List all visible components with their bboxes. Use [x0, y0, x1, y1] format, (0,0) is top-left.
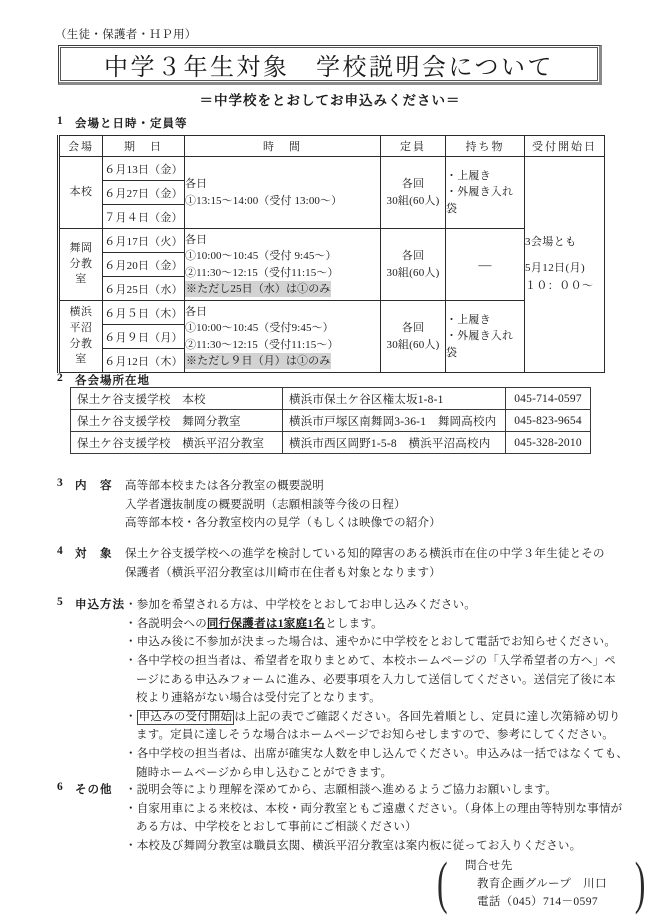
capacity-line: 30組(60人) [386, 338, 440, 351]
table-row [59, 301, 605, 325]
time-cell-hiranuma [185, 301, 381, 373]
time-cell-maioka [185, 229, 381, 301]
application-bullet-5-line-2: ます。定員に達しそうな場合はホームページでお知らせしますので、参考にしてください。 [136, 729, 614, 742]
address-table [70, 387, 591, 454]
target-line: 保護者（横浜平沼分教室は川崎市在住者も対象となります） [125, 566, 441, 579]
content-line: 高等部本校・各分教室校内の見学（もしくは映像での紹介） [125, 517, 441, 530]
target-line: 保土ケ谷支援学校への進学を検討している知的障害のある横浜市在住の中学３年生徒とその [125, 548, 605, 560]
bullet-2-emphasis: 同行保護者は1家庭1名 [206, 617, 326, 630]
section-1-title: 会場と日時・定員等 [75, 118, 188, 130]
table-row [59, 157, 605, 181]
title-box [58, 45, 602, 85]
section-4-title: 対 象 [75, 548, 113, 560]
section-6-title: その他 [75, 784, 113, 796]
application-bullet-4-line-2: ージにある申込みフォームに進み、必要事項を入力して送信してください。送信完了後に本 [136, 673, 616, 686]
contact-group: 教育企画グループ 川口 [477, 877, 607, 890]
contact-lines [465, 858, 607, 911]
time-note-highlight: ※ただし９日（月）は①のみ [185, 353, 331, 369]
section-3-title: 内 容 [75, 480, 113, 492]
date-cell: ６月27日（金） [103, 181, 185, 205]
section-5-title: 申込方法 [75, 599, 125, 611]
brace-right-icon: ) [634, 850, 645, 915]
page-subtitle: ＝中学校をとおしてお申込みください＝ [199, 93, 461, 108]
time-line: 各日 [185, 305, 208, 318]
col-header-reception: 受付開始日 [525, 136, 605, 157]
venue-line: 室 [75, 353, 87, 366]
capacity-line: 各回 [401, 322, 425, 334]
date-cell: ６月５日（木） [103, 301, 185, 325]
bring-line: ・外履き入れ袋 [446, 186, 514, 215]
section-6-number: 6 [57, 781, 63, 793]
section-1-number: 1 [57, 115, 63, 127]
other-bullet-2-line-2: ある方は、中学校をとおして事前にご相談ください） [136, 821, 417, 834]
time-note [185, 353, 380, 369]
venue-line: 平沼 [69, 321, 93, 334]
application-bullet-4-line-3: 校より連絡がない場合は受付完了となります。 [136, 692, 381, 705]
brace-left-icon: ( [437, 850, 448, 915]
address-location: 横浜市戸塚区南舞岡3-36-1 舞岡高校内 [283, 410, 506, 432]
other-bullet-2-line-1: ・自家用車による来校は、本校・両分教室ともご遠慮ください。（身体上の理由等特別な事情が [125, 802, 623, 815]
section-5-number: 5 [57, 596, 63, 608]
table-row [71, 388, 591, 410]
date-cell: ６月25日（水） [103, 277, 185, 301]
schedule-table-header-row [59, 136, 605, 157]
time-line: ①10:00～10:45（受付9:45～） [185, 322, 334, 335]
capacity-line: 各回 [401, 178, 425, 190]
bullet-2-pre: ・各説明会への [125, 617, 207, 630]
contact-phone: 電話（045）714－0597 [477, 895, 598, 908]
col-header-capacity: 定員 [381, 136, 446, 157]
application-bullet-6-line-2: 随時ホームページから申し込むことができます。 [136, 766, 393, 779]
bring-line: ・上履き [446, 313, 491, 326]
application-bullet-1: ・参加を希望される方は、中学校をとおしてお申し込みください。 [125, 599, 476, 611]
bullet-5-pre: ・ [125, 710, 137, 723]
contact-label: 問合せ先 [465, 860, 513, 872]
time-line: ①10:00～10:45（受付 9:45～） [185, 250, 337, 263]
section-3-number: 3 [57, 477, 63, 489]
col-header-time: 時 間 [185, 136, 381, 157]
bring-line: ・上履き [446, 169, 491, 182]
time-line: 各日 [185, 178, 208, 191]
col-header-venue: 会場 [59, 136, 103, 157]
reception-line-1: 3会場とも [525, 236, 577, 249]
capacity-cell-maioka [381, 229, 446, 301]
address-tel: 045-328-2010 [506, 432, 591, 454]
date-cell: ７月４日（金） [103, 205, 185, 229]
content-line: 入学者選抜制度の概要説明（志願相談等今後の日程） [125, 498, 406, 511]
other-bullet-3: ・本校及び舞岡分教室は職員玄関、横浜平沼分教室は案内板に従ってお入りください。 [125, 839, 582, 852]
capacity-line: 各回 [401, 250, 425, 262]
time-note-highlight: ※ただし25日（水）は①のみ [185, 281, 331, 297]
other-bullet-1: ・説明会等により理解を深めてから、志願相談へ進めるようご協力お願いします。 [125, 784, 557, 796]
audience-note: （生徒・保護者・ＨＰ用） [55, 29, 197, 41]
section-6-body [125, 781, 633, 856]
date-cell: ６月13日（金） [103, 157, 185, 181]
time-note [185, 281, 380, 297]
time-line: ①13:15～14:00（受付 13:00～） [185, 194, 343, 207]
schedule-table [57, 135, 605, 373]
content-line: 高等部本校または各分教室の概要説明 [125, 480, 324, 492]
capacity-cell-hiranuma [381, 301, 446, 373]
bring-line: ・外履き入れ袋 [446, 330, 514, 359]
page-title: 中学３年生対象 学校説明会について [103, 53, 555, 81]
table-row [71, 410, 591, 432]
col-header-date: 期 日 [103, 136, 185, 157]
reception-spacer [525, 251, 604, 260]
bullet-2-post: とします。 [325, 617, 383, 630]
venue-line: 舞岡 [69, 241, 93, 254]
time-line: ②11:30～12:15（受付11:15～） [185, 338, 339, 351]
bullet-5-post: は上記の表でご確認ください。各回先着順とし、定員に達し次第締め切り [234, 710, 621, 723]
col-header-bring: 持ち物 [446, 136, 525, 157]
reception-line-2: 5月12日(月) [525, 262, 586, 275]
capacity-line: 30組(60人) [386, 194, 440, 207]
time-line: ②11:30～12:15（受付11:15～） [185, 266, 339, 279]
capacity-cell-honko [381, 157, 446, 229]
application-bullet-3: ・申込み後に不参加が決まった場合は、速やかに中学校をとおして電話でお知らせください。 [125, 636, 617, 649]
address-school: 保土ケ谷支援学校 本校 [71, 388, 283, 410]
bring-cell-hiranuma [446, 301, 525, 373]
section-5-body [125, 596, 633, 782]
date-cell: ６月20日（金） [103, 253, 185, 277]
address-tel: 045-714-0597 [506, 388, 591, 410]
address-tel: 045-823-9654 [506, 410, 591, 432]
section-3-body [125, 477, 625, 533]
date-cell: ６月17日（火） [103, 229, 185, 253]
address-school: 保土ケ谷支援学校 舞岡分教室 [71, 410, 283, 432]
application-bullet-6-line-1: ・各中学校の担当者は、出席が確実な人数を申し込んでください。申込みは一括ではなくても、 [125, 748, 629, 760]
bring-cell-honko [446, 157, 525, 229]
venue-honko: 本校 [59, 157, 103, 229]
application-bullet-5-line-1 [125, 708, 633, 727]
date-cell: ６月12日（木） [103, 349, 185, 373]
table-row [71, 432, 591, 454]
time-line: 各日 [185, 233, 208, 246]
address-location: 横浜市保土ケ谷区権太坂1-8-1 [283, 388, 506, 410]
venue-line: 分教 [69, 337, 93, 350]
section-2-number: 2 [57, 372, 63, 384]
application-bullet-4-line-1: ・各中学校の担当者は、希望者を取りまとめて、本校ホームページの「入学希望者の方へ」ペ [125, 654, 616, 667]
application-bullet-2 [125, 615, 633, 634]
venue-maioka [59, 229, 103, 301]
section-2-title: 各会場所在地 [75, 375, 150, 387]
bullet-5-boxed-emphasis: 申込みの受付開始 [137, 710, 235, 725]
section-4-number: 4 [57, 545, 63, 557]
reception-start-cell [525, 157, 605, 373]
table-row [59, 229, 605, 253]
venue-line: 室 [75, 273, 87, 286]
address-school: 保土ケ谷支援学校 横浜平沼分教室 [71, 432, 283, 454]
venue-line: 分教 [69, 257, 93, 270]
address-location: 横浜市西区岡野1-5-8 横浜平沼高校内 [283, 432, 506, 454]
reception-line-3: １０：００～ [525, 279, 594, 292]
date-cell: ６月９日（月） [103, 325, 185, 349]
capacity-line: 30組(60人) [386, 266, 440, 279]
bring-cell-maioka: ― [446, 229, 525, 301]
contact-box [437, 850, 645, 916]
section-4-body [125, 545, 630, 582]
title-box-inner [60, 47, 598, 81]
time-cell-honko [185, 157, 381, 229]
venue-hiranuma [59, 301, 103, 373]
venue-line: 横浜 [69, 305, 93, 318]
